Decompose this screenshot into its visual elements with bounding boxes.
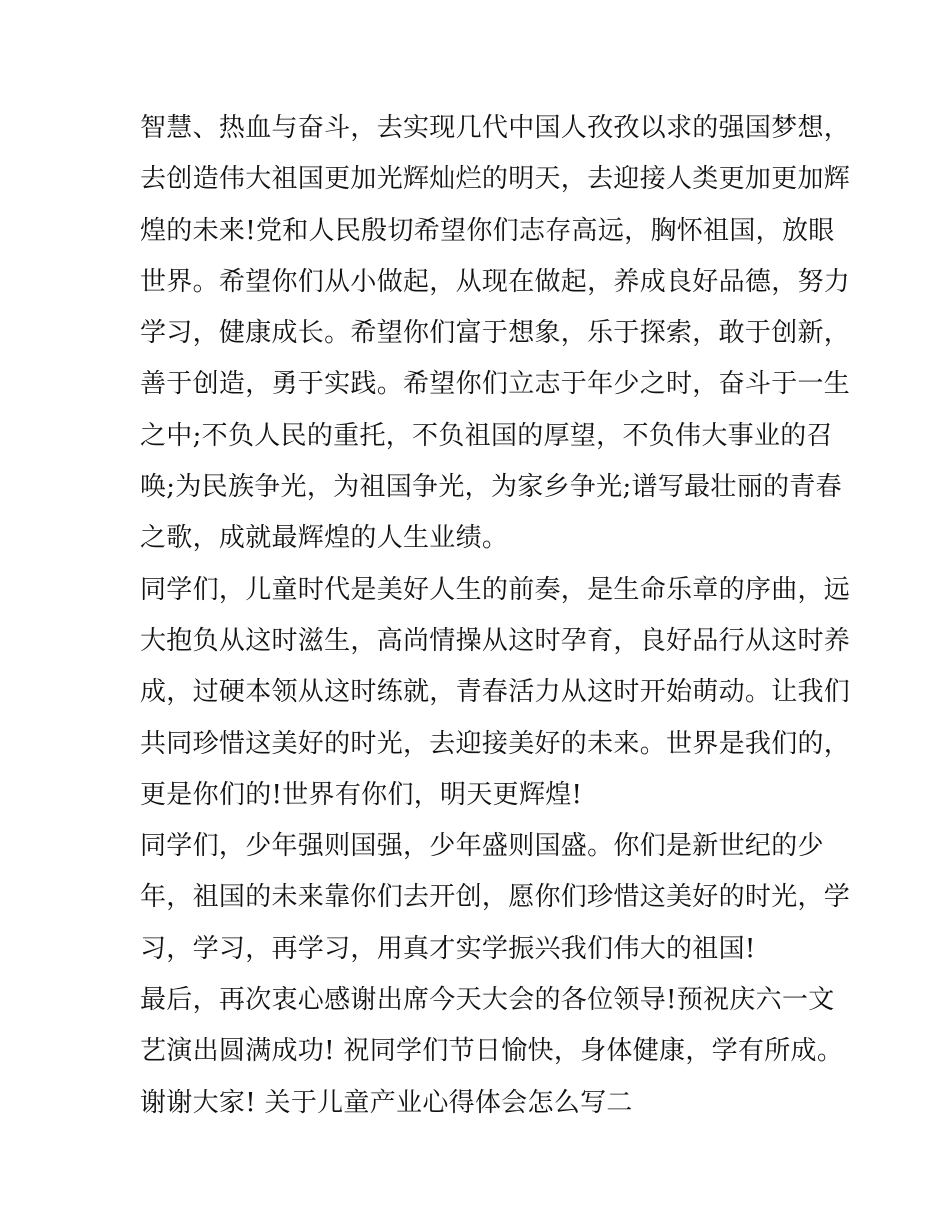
text-line: 煌的未来!党和人民殷切希望你们志存高远，胸怀祖国，放眼 (140, 215, 835, 246)
text-line: 大抱负从这时滋生，高尚情操从这时孕育，良好品行从这时养 (140, 625, 851, 656)
text-line: 同学们，儿童时代是美好人生的前奏，是生命乐章的序曲，远 (140, 574, 851, 605)
text-line: 之中;不负人民的重托，不负祖国的厚望，不负伟大事业的召 (140, 420, 833, 451)
text-line: 同学们，少年强则国强，少年盛则国盛。你们是新世纪的少 (140, 831, 824, 862)
text-line: 年，祖国的未来靠你们去开创，愿你们珍惜这美好的时光，学 (140, 882, 851, 913)
text-line: 唤;为民族争光，为祖国争光，为家乡争光;谱写最壮丽的青春 (140, 472, 842, 503)
text-line: 世界。希望你们从小做起，从现在做起，养成良好品德，努力 (140, 266, 851, 297)
text-line: 共同珍惜这美好的时光，去迎接美好的未来。世界是我们的， (140, 728, 851, 759)
text-line: 善于创造，勇于实践。希望你们立志于年少之时，奋斗于一生 (140, 369, 851, 400)
text-line: 谢谢大家! 关于儿童产业心得体会怎么写二 (140, 1087, 633, 1118)
text-line: 成，过硬本领从这时练就，青春活力从这时开始萌动。让我们 (140, 677, 851, 708)
text-line: 智慧、热血与奋斗，去实现几代中国人孜孜以求的强国梦想， (140, 113, 851, 143)
text-line: 之歌，成就最辉煌的人生业绩。 (140, 523, 509, 554)
body-text (140, 103, 851, 1129)
text-line: 习，学习，再学习，用真才实学振兴我们伟大的祖国! (140, 933, 756, 964)
text-line: 学习，健康成长。希望你们富于想象，乐于探索，敢于创新， (140, 318, 851, 349)
text-line: 最后，再次衷心感谢出席今天大会的各位领导!预祝庆六一文 (140, 985, 835, 1016)
text-line: 去创造伟大祖国更加光辉灿烂的明天，去迎接人类更加更加辉 (140, 164, 851, 195)
text-line: 更是你们的!世界有你们，明天更辉煌! (140, 779, 583, 810)
text-line: 艺演出圆满成功! 祝同学们节日愉快，身体健康，学有所成。 (140, 1036, 844, 1067)
